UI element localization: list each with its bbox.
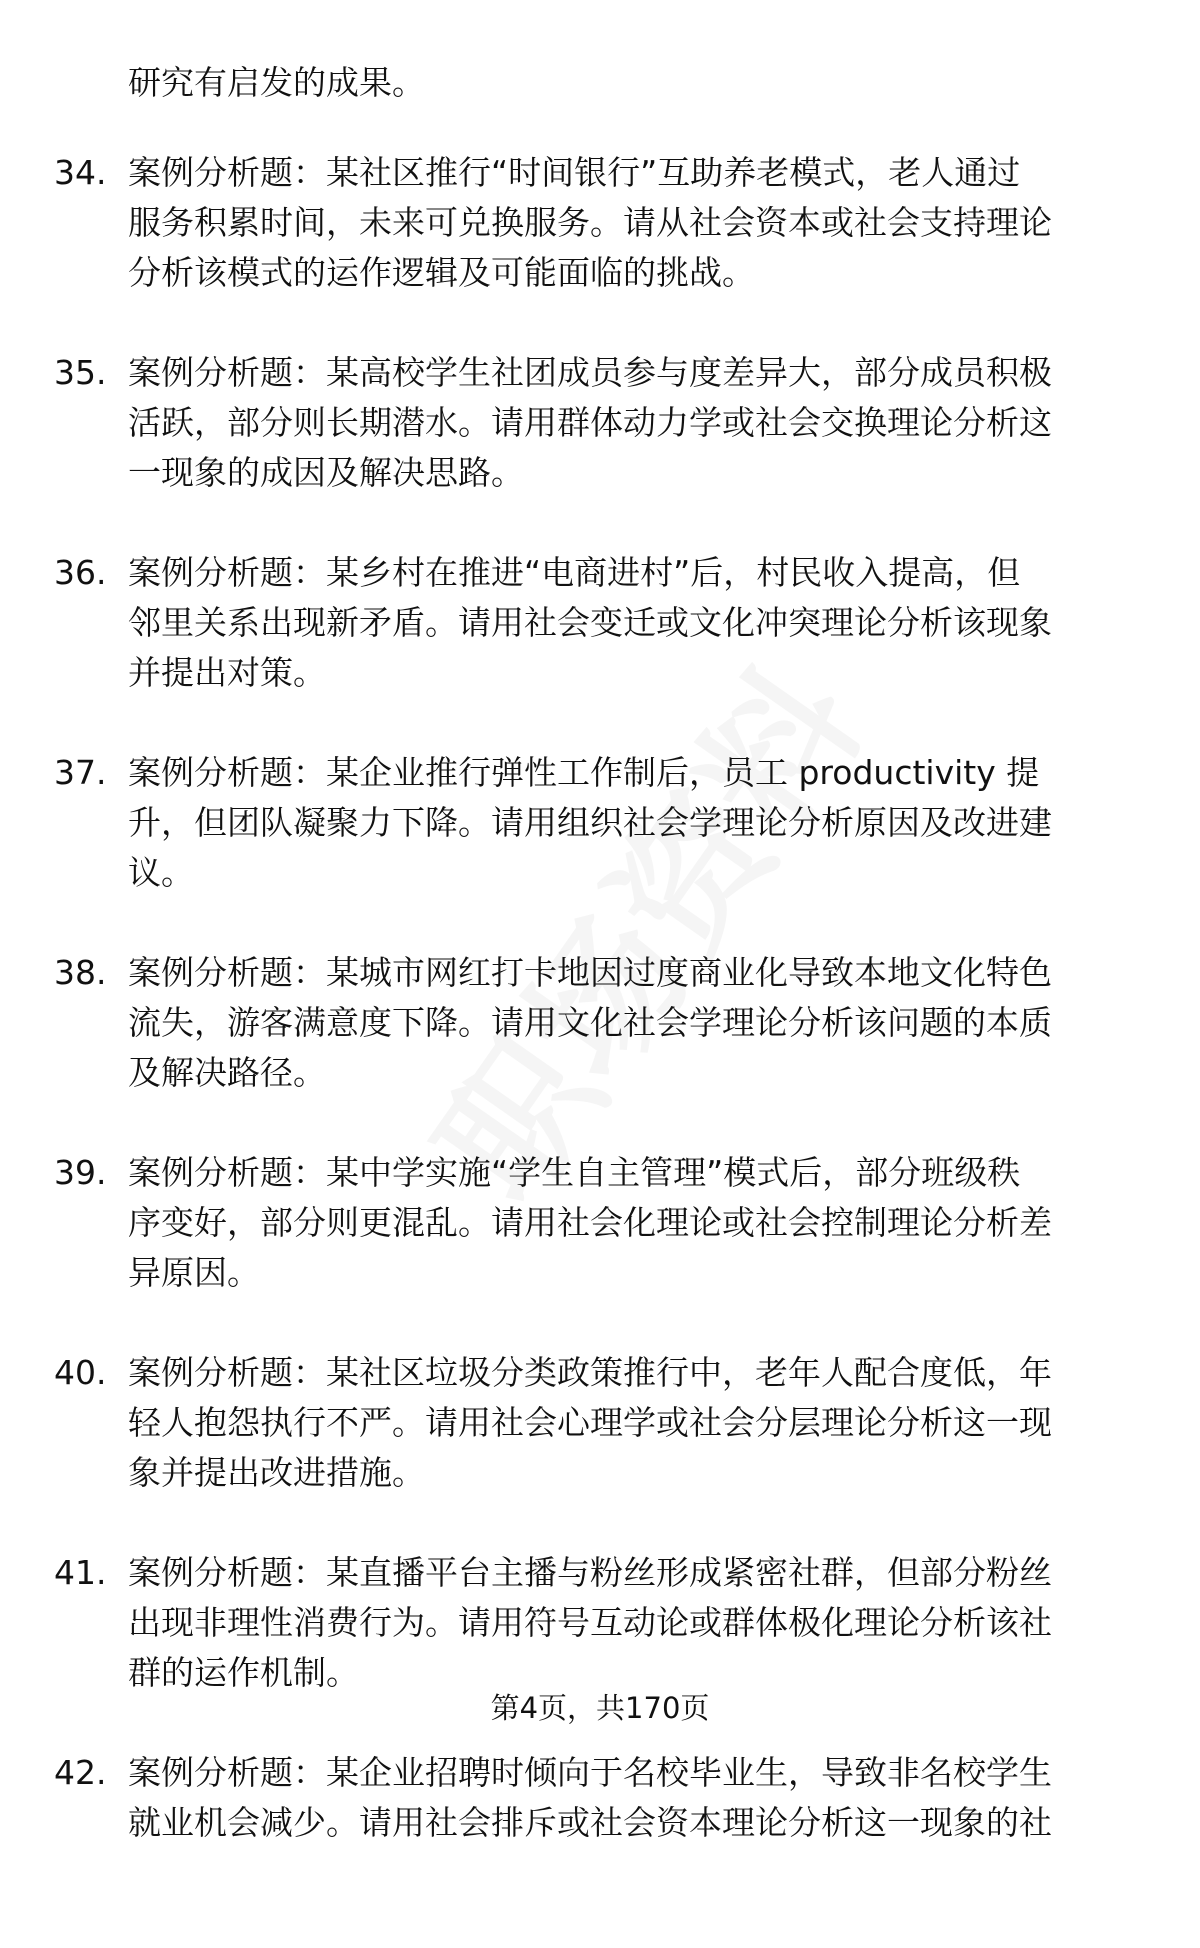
question-number: 41.: [54, 1553, 107, 1592]
question-36: [0, 548, 1200, 748]
question-text-line: 案例分析题：某直播平台主播与粉丝形成紧密社群，但部分粉丝: [128, 1553, 1052, 1592]
question-text-line: 案例分析题：某中学实施“学生自主管理”模式后，部分班级秩: [128, 1153, 1021, 1192]
question-number: 38.: [54, 953, 107, 992]
question-text-line: 案例分析题：某社区推行“时间银行”互助养老模式，老人通过: [128, 153, 1021, 192]
question-text-line: 案例分析题：某社区垃圾分类政策推行中，老年人配合度低，年: [128, 1353, 1052, 1392]
question-number: 34.: [54, 153, 107, 192]
question-text-line: 异原因。: [128, 1253, 260, 1292]
question-38: [0, 948, 1200, 1148]
question-text-line: 象并提出改进措施。: [128, 1453, 425, 1492]
question-text-line: 群的运作机制。: [128, 1653, 359, 1692]
page-footer: 第4页，共170页: [490, 1691, 710, 1725]
question-text-line: 出现非理性消费行为。请用符号互动论或群体极化理论分析该社: [128, 1603, 1052, 1642]
question-text-line: 案例分析题：某城市网红打卡地因过度商业化导致本地文化特色: [128, 953, 1052, 992]
question-number: 35.: [54, 353, 107, 392]
question-text-line: 案例分析题：某高校学生社团成员参与度差异大，部分成员积极: [128, 353, 1052, 392]
question-list: [0, 148, 1200, 1948]
question-text-line: 案例分析题：某企业招聘时倾向于名校毕业生，导致非名校学生: [128, 1753, 1052, 1792]
question-text-line: 轻人抱怨执行不严。请用社会心理学或社会分层理论分析这一现: [128, 1403, 1052, 1442]
question-text-line: 流失，游客满意度下降。请用文化社会学理论分析该问题的本质: [128, 1003, 1052, 1042]
question-number: 42.: [54, 1753, 107, 1792]
question-34: [0, 148, 1200, 348]
question-number: 36.: [54, 553, 107, 592]
question-35: [0, 348, 1200, 548]
question-text-line: 就业机会减少。请用社会排斥或社会资本理论分析这一现象的社: [128, 1803, 1052, 1842]
question-text-line: 并提出对策。: [128, 653, 326, 692]
question-number: 37.: [54, 753, 107, 792]
question-number: 39.: [54, 1153, 107, 1192]
question-text-line: 议。: [128, 853, 194, 892]
question-text-line: 服务积累时间，未来可兑换服务。请从社会资本或社会支持理论: [128, 203, 1052, 242]
question-text-line: 邻里关系出现新矛盾。请用社会变迁或文化冲突理论分析该现象: [128, 603, 1052, 642]
question-number: 40.: [54, 1353, 107, 1392]
question-text-line: 一现象的成因及解决思路。: [128, 453, 524, 492]
question-text-line: 分析该模式的运作逻辑及可能面临的挑战。: [128, 253, 755, 292]
question-text-line: 升，但团队凝聚力下降。请用组织社会学理论分析原因及改进建: [128, 803, 1052, 842]
question-text-line: 活跃，部分则长期潜水。请用群体动力学或社会交换理论分析这: [128, 403, 1052, 442]
continuation-text: 研究有启发的成果。: [128, 63, 425, 102]
question-text-line: 案例分析题：某乡村在推进“电商进村”后，村民收入提高，但: [128, 553, 1021, 592]
question-40: [0, 1348, 1200, 1548]
question-37: [0, 748, 1200, 948]
question-text-line: 案例分析题：某企业推行弹性工作制后，员工 productivity 提: [128, 753, 1040, 792]
question-text-line: 及解决路径。: [128, 1053, 326, 1092]
question-text-line: 序变好，部分则更混乱。请用社会化理论或社会控制理论分析差: [128, 1203, 1052, 1242]
question-39: [0, 1148, 1200, 1348]
question-42: [0, 1748, 1200, 1948]
